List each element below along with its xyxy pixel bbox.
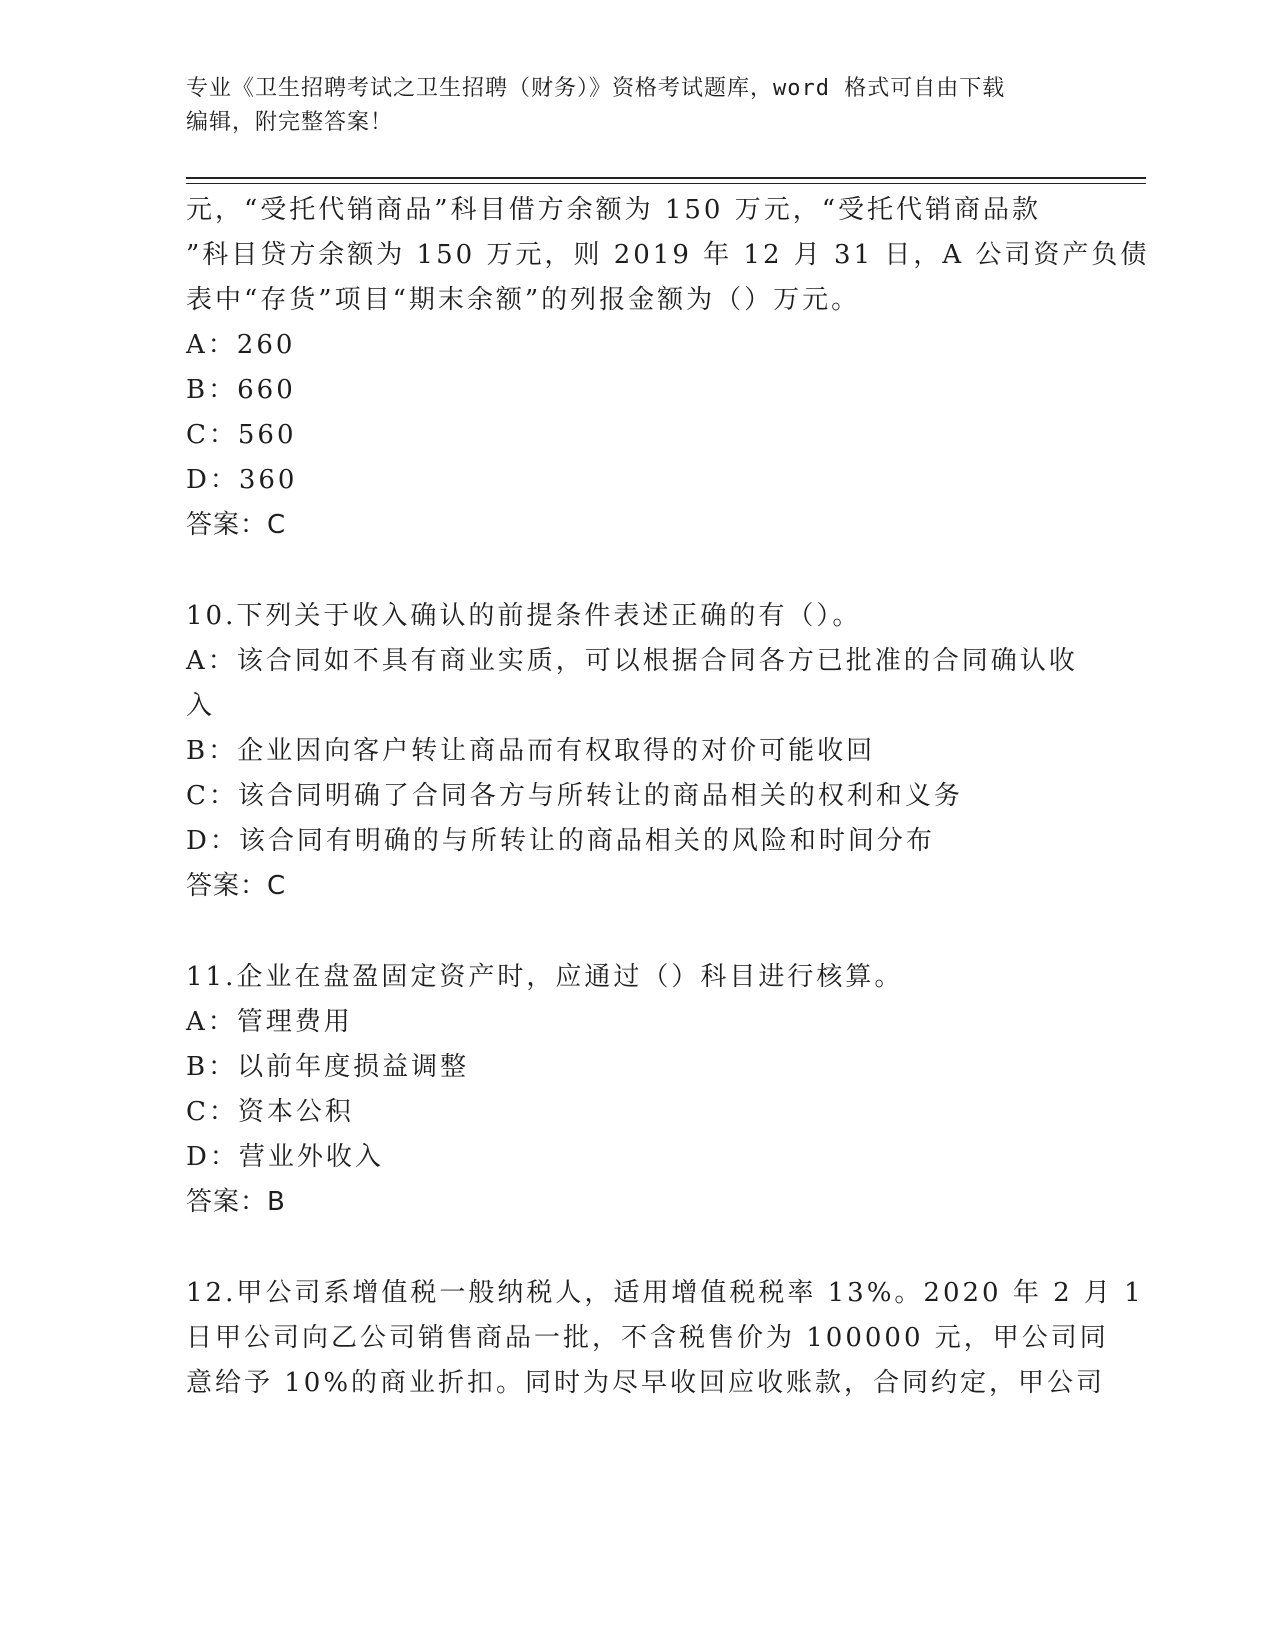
- option-a-continued: 入: [186, 691, 216, 721]
- question-text: 11.企业在盘盈固定资产时，应通过（）科目进行核算。: [186, 962, 904, 992]
- option-d: D：营业外收入: [186, 1142, 384, 1172]
- question-12: [186, 1271, 1144, 1406]
- spacer: [186, 1225, 1086, 1271]
- header-divider: [186, 177, 1146, 179]
- option-a: A：管理费用: [186, 1007, 353, 1037]
- question-11: [186, 955, 1086, 1225]
- option-c: C：资本公积: [186, 1097, 354, 1127]
- question-9: [186, 188, 1150, 548]
- header-line: 专业《卫生招聘考试之卫生招聘（财务）》资格考试题库，word 格式可自由下载: [186, 76, 1006, 101]
- option-b: B：以前年度损益调整: [186, 1052, 470, 1082]
- option-c: C：560: [186, 420, 297, 450]
- spacer: [186, 548, 1086, 594]
- option-d: D：该合同有明确的与所转让的商品相关的风险和时间分布: [186, 826, 935, 856]
- question-text: 日甲公司向乙公司销售商品一批，不含税售价为 100000 元，甲公司同: [186, 1323, 1109, 1353]
- answer: 答案：B: [186, 1187, 286, 1217]
- question-text: 意给予 10%的商业折扣。同时为尽早收回应收账款，合同约定，甲公司: [186, 1368, 1106, 1398]
- question-text: 元，“受托代销商品”科目借方余额为 150 万元，“受托代销商品款: [186, 195, 1042, 225]
- question-text: 12.甲公司系增值税一般纳税人，适用增值税税率 13%。2020 年 2 月 1: [186, 1278, 1144, 1308]
- question-text: 表中“存货”项目“期末余额”的列报金额为（）万元。: [186, 285, 861, 315]
- header-divider: [186, 183, 1146, 184]
- option-b: B：660: [186, 375, 296, 405]
- question-list: [186, 188, 1150, 1406]
- page-header: [186, 72, 1086, 140]
- answer: 答案：C: [186, 871, 287, 901]
- question-text: 10.下列关于收入确认的前提条件表述正确的有（）。: [186, 601, 862, 631]
- option-a: A：该合同如不具有商业实质，可以根据合同各方已批准的合同确认收: [186, 646, 1078, 676]
- option-c: C：该合同明确了合同各方与所转让的商品相关的权利和义务: [186, 781, 963, 811]
- answer: 答案：C: [186, 510, 287, 540]
- question-10: [186, 594, 1086, 909]
- option-d: D：360: [186, 465, 298, 495]
- spacer: [186, 909, 1086, 955]
- question-text: ”科目贷方余额为 150 万元，则 2019 年 12 月 31 日，A 公司资产负债: [186, 240, 1150, 270]
- option-a: A：260: [186, 330, 296, 360]
- header-line: 编辑，附完整答案！: [186, 110, 394, 135]
- option-b: B：企业因向客户转让商品而有权取得的对价可能收回: [186, 736, 876, 766]
